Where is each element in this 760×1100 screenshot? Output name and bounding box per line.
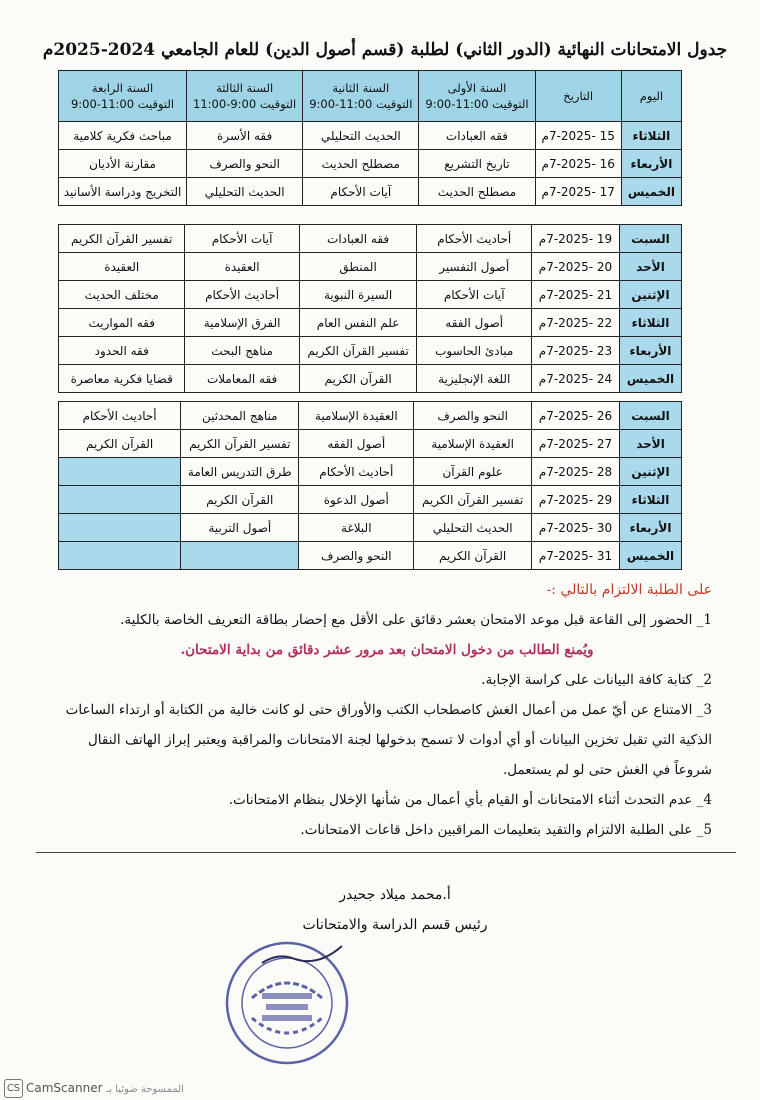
- cell-y3: العقيدة: [185, 253, 299, 281]
- cell-day: الأربعاء: [620, 514, 682, 542]
- cell-y4: [59, 514, 181, 542]
- cell-y2: أصول الدعوة: [299, 486, 414, 514]
- schedule-row: [59, 253, 682, 281]
- cell-date: 30 -7-2025م: [532, 514, 620, 542]
- scanner-watermark: [4, 1079, 184, 1098]
- cell-date: 16 -7-2025م: [535, 150, 621, 178]
- cell-date: 19 -7-2025م: [531, 225, 619, 253]
- cell-date: 20 -7-2025م: [531, 253, 619, 281]
- instruction-2: 2_ كتابة كافة البيانات على كراسة الإجابة.: [481, 672, 712, 688]
- instruction-3: 3_ الامتناع عن أيّ عمل من أعمال الغش كاصطحاب الكتب والأوراق حتى لو كانت خالية من الكتابة أو ارتداء الساعات الذكية التي تقبل تخزين البيانات أو أي أدوات لا تسمح بدخولها لجنة الامتحانات والمراقبة ويعتبر إبراز الهاتف النقال شروعاً في الغش حتى لو لم يستعمل.: [65, 702, 712, 778]
- header-year-4-time: التوقيت 11:00-9:00: [70, 97, 175, 111]
- cell-day: الثلاثاء: [620, 486, 682, 514]
- cell-y2: السيرة النبوية: [299, 281, 417, 309]
- table-header-row: [59, 71, 682, 122]
- signatory-role: رئيس قسم الدراسة والامتحانات: [302, 917, 488, 933]
- cell-y3: آيات الأحكام: [185, 225, 299, 253]
- cell-y1: علوم القرآن: [414, 458, 532, 486]
- schedule-row: [59, 486, 682, 514]
- schedule-row: [59, 225, 682, 253]
- cell-y2: القرآن الكريم: [299, 365, 417, 393]
- schedule-row: [59, 402, 682, 430]
- cell-date: 23 -7-2025م: [531, 337, 619, 365]
- cell-y2: مصطلح الحديث: [303, 150, 419, 178]
- cell-y2: المنطق: [299, 253, 417, 281]
- camscanner-brand: CamScanner: [26, 1081, 103, 1095]
- cell-y3: تفسير القرآن الكريم: [181, 430, 299, 458]
- cell-y3: القرآن الكريم: [181, 486, 299, 514]
- header-year-1: [419, 71, 535, 122]
- cell-y4: التخريج ودراسة الأسانيد: [59, 178, 187, 206]
- cell-y2: علم النفس العام: [299, 309, 417, 337]
- block-3-body: [59, 402, 682, 570]
- cell-y3: [181, 542, 299, 570]
- cell-date: 22 -7-2025م: [531, 309, 619, 337]
- schedule-row: [59, 309, 682, 337]
- signatory-name: أ.محمد ميلاد جحيدر: [339, 887, 451, 903]
- cell-y1: أصول التفسير: [417, 253, 531, 281]
- instruction-5: 5_ على الطلبة الالتزام والتقيد بتعليمات المراقبين داخل قاعات الامتحانات.: [300, 822, 712, 838]
- block-1-body: [59, 122, 682, 206]
- cell-date: 21 -7-2025م: [531, 281, 619, 309]
- schedule-table-block-2: [58, 224, 682, 393]
- page-title: جدول الامتحانات النهائية (الدور الثاني) لطلبة (قسم أصول الدين) للعام الجامعي 2024-2025م: [42, 40, 728, 60]
- cell-day: الخميس: [619, 365, 681, 393]
- cell-y1: مبادئ الحاسوب: [417, 337, 531, 365]
- instructions: [62, 575, 712, 845]
- cell-y1: القرآن الكريم: [414, 542, 532, 570]
- cell-y1: فقه العبادات: [419, 122, 535, 150]
- cell-y1: العقيدة الإسلامية: [414, 430, 532, 458]
- cell-date: 15 -7-2025م: [535, 122, 621, 150]
- cell-y4: [59, 542, 181, 570]
- cell-y3: فقه الأسرة: [187, 122, 303, 150]
- camscanner-logo-icon: CS: [4, 1079, 23, 1098]
- cell-y2: العقيدة الإسلامية: [299, 402, 414, 430]
- schedule-row: [59, 122, 682, 150]
- cell-y4: قضايا فكرية معاصرة: [59, 365, 185, 393]
- cell-y3: مناهج البحث: [185, 337, 299, 365]
- instruction-1-warning: ويُمنع الطالب من دخول الامتحان بعد مرور عشر دقائق من بداية الامتحان.: [180, 642, 594, 658]
- cell-day: السبت: [619, 225, 681, 253]
- header-year-1-name: السنة الأولى: [447, 81, 507, 95]
- cell-day: الأربعاء: [621, 150, 681, 178]
- cell-y2: أصول الفقه: [299, 430, 414, 458]
- cell-y4: فقه الحدود: [59, 337, 185, 365]
- cell-y2: تفسير القرآن الكريم: [299, 337, 417, 365]
- instruction-4: 4_ عدم التحدث أثناء الامتحانات أو القيام بأي أعمال من شأنها الإخلال بنظام الامتحانات.: [228, 792, 712, 808]
- cell-y3: فقه المعاملات: [185, 365, 299, 393]
- cell-y4: العقيدة: [59, 253, 185, 281]
- cell-y3: أحاديث الأحكام: [185, 281, 299, 309]
- cell-y4: مقارنة الأديان: [59, 150, 187, 178]
- cell-y1: أحاديث الأحكام: [417, 225, 531, 253]
- cell-y2: الحديث التحليلي: [303, 122, 419, 150]
- block-2-body: [59, 225, 682, 393]
- cell-day: الخميس: [621, 178, 681, 206]
- cell-date: 26 -7-2025م: [532, 402, 620, 430]
- cell-y4: مباحث فكرية كلامية: [59, 122, 187, 150]
- cell-y1: مصطلح الحديث: [419, 178, 535, 206]
- schedule-table-block-3: [58, 401, 682, 570]
- schedule-row: [59, 458, 682, 486]
- header-date: التاريخ: [535, 71, 621, 122]
- cell-date: 24 -7-2025م: [531, 365, 619, 393]
- header-year-2: [303, 71, 419, 122]
- cell-y2: أحاديث الأحكام: [299, 458, 414, 486]
- cell-y3: النحو والصرف: [187, 150, 303, 178]
- cell-y2: فقه العبادات: [299, 225, 417, 253]
- cell-day: الأحد: [619, 253, 681, 281]
- cell-y1: آيات الأحكام: [417, 281, 531, 309]
- cell-y4: القرآن الكريم: [59, 430, 181, 458]
- header-year-4: [59, 71, 187, 122]
- cell-y1: أصول الفقه: [417, 309, 531, 337]
- header-day: اليوم: [621, 71, 681, 122]
- schedule-row: [59, 150, 682, 178]
- cell-day: الأربعاء: [619, 337, 681, 365]
- cell-day: الإثنين: [620, 458, 682, 486]
- schedule-row: [59, 430, 682, 458]
- header-year-2-name: السنة الثانية: [332, 81, 390, 95]
- schedule-row: [59, 337, 682, 365]
- cell-y3: أصول التربية: [181, 514, 299, 542]
- divider-line: [36, 852, 736, 853]
- cell-day: الأحد: [620, 430, 682, 458]
- signature-block: [300, 880, 490, 940]
- cell-y4: مختلف الحديث: [59, 281, 185, 309]
- cell-y1: النحو والصرف: [414, 402, 532, 430]
- cell-day: الإثنين: [619, 281, 681, 309]
- cell-y3: مناهج المحدثين: [181, 402, 299, 430]
- cell-y3: الحديث التحليلي: [187, 178, 303, 206]
- cell-y1: تاريخ التشريع: [419, 150, 535, 178]
- header-year-3: [187, 71, 303, 122]
- header-year-4-name: السنة الرابعة: [91, 81, 154, 95]
- instruction-1: 1_ الحضور إلى القاعة قبل موعد الامتحان بعشر دقائق على الأقل مع إحضار بطاقة التعريف الخاصة بالكلية.: [120, 612, 712, 628]
- header-year-2-time: التوقيت 11:00-9:00: [309, 97, 413, 111]
- cell-y1: تفسير القرآن الكريم: [414, 486, 532, 514]
- cell-y2: النحو والصرف: [299, 542, 414, 570]
- schedule-row: [59, 281, 682, 309]
- cell-y4: فقه المواريث: [59, 309, 185, 337]
- official-stamp-icon: [222, 938, 352, 1068]
- cell-y2: البلاغة: [299, 514, 414, 542]
- cell-date: 29 -7-2025م: [532, 486, 620, 514]
- cell-y1: الحديث التحليلي: [414, 514, 532, 542]
- cell-y3: الفرق الإسلامية: [185, 309, 299, 337]
- cell-day: السبت: [620, 402, 682, 430]
- cell-y3: طرق التدريس العامة: [181, 458, 299, 486]
- cell-day: الخميس: [620, 542, 682, 570]
- cell-y2: آيات الأحكام: [303, 178, 419, 206]
- cell-y4: أحاديث الأحكام: [59, 402, 181, 430]
- header-year-3-name: السنة الثالثة: [216, 81, 274, 95]
- cell-date: 28 -7-2025م: [532, 458, 620, 486]
- cell-y4: [59, 486, 181, 514]
- cell-date: 17 -7-2025م: [535, 178, 621, 206]
- cell-date: 27 -7-2025م: [532, 430, 620, 458]
- schedule-table-block-1: [58, 70, 682, 206]
- schedule-row: [59, 178, 682, 206]
- cell-day: الثلاثاء: [619, 309, 681, 337]
- instructions-heading: على الطلبة الالتزام بالتالي :-: [546, 582, 712, 598]
- camscanner-arabic: الممسوحة ضوئيا بـ: [106, 1084, 184, 1095]
- schedule-row: [59, 542, 682, 570]
- cell-y4: تفسير القرآن الكريم: [59, 225, 185, 253]
- schedule-row: [59, 514, 682, 542]
- cell-day: الثلاثاء: [621, 122, 681, 150]
- schedule-row: [59, 365, 682, 393]
- header-year-1-time: التوقيت 11:00-9:00: [425, 97, 529, 111]
- cell-y4: [59, 458, 181, 486]
- cell-y1: اللغة الإنجليزية: [417, 365, 531, 393]
- cell-date: 31 -7-2025م: [532, 542, 620, 570]
- header-year-3-time: التوقيت 9:00-11:00: [193, 97, 297, 111]
